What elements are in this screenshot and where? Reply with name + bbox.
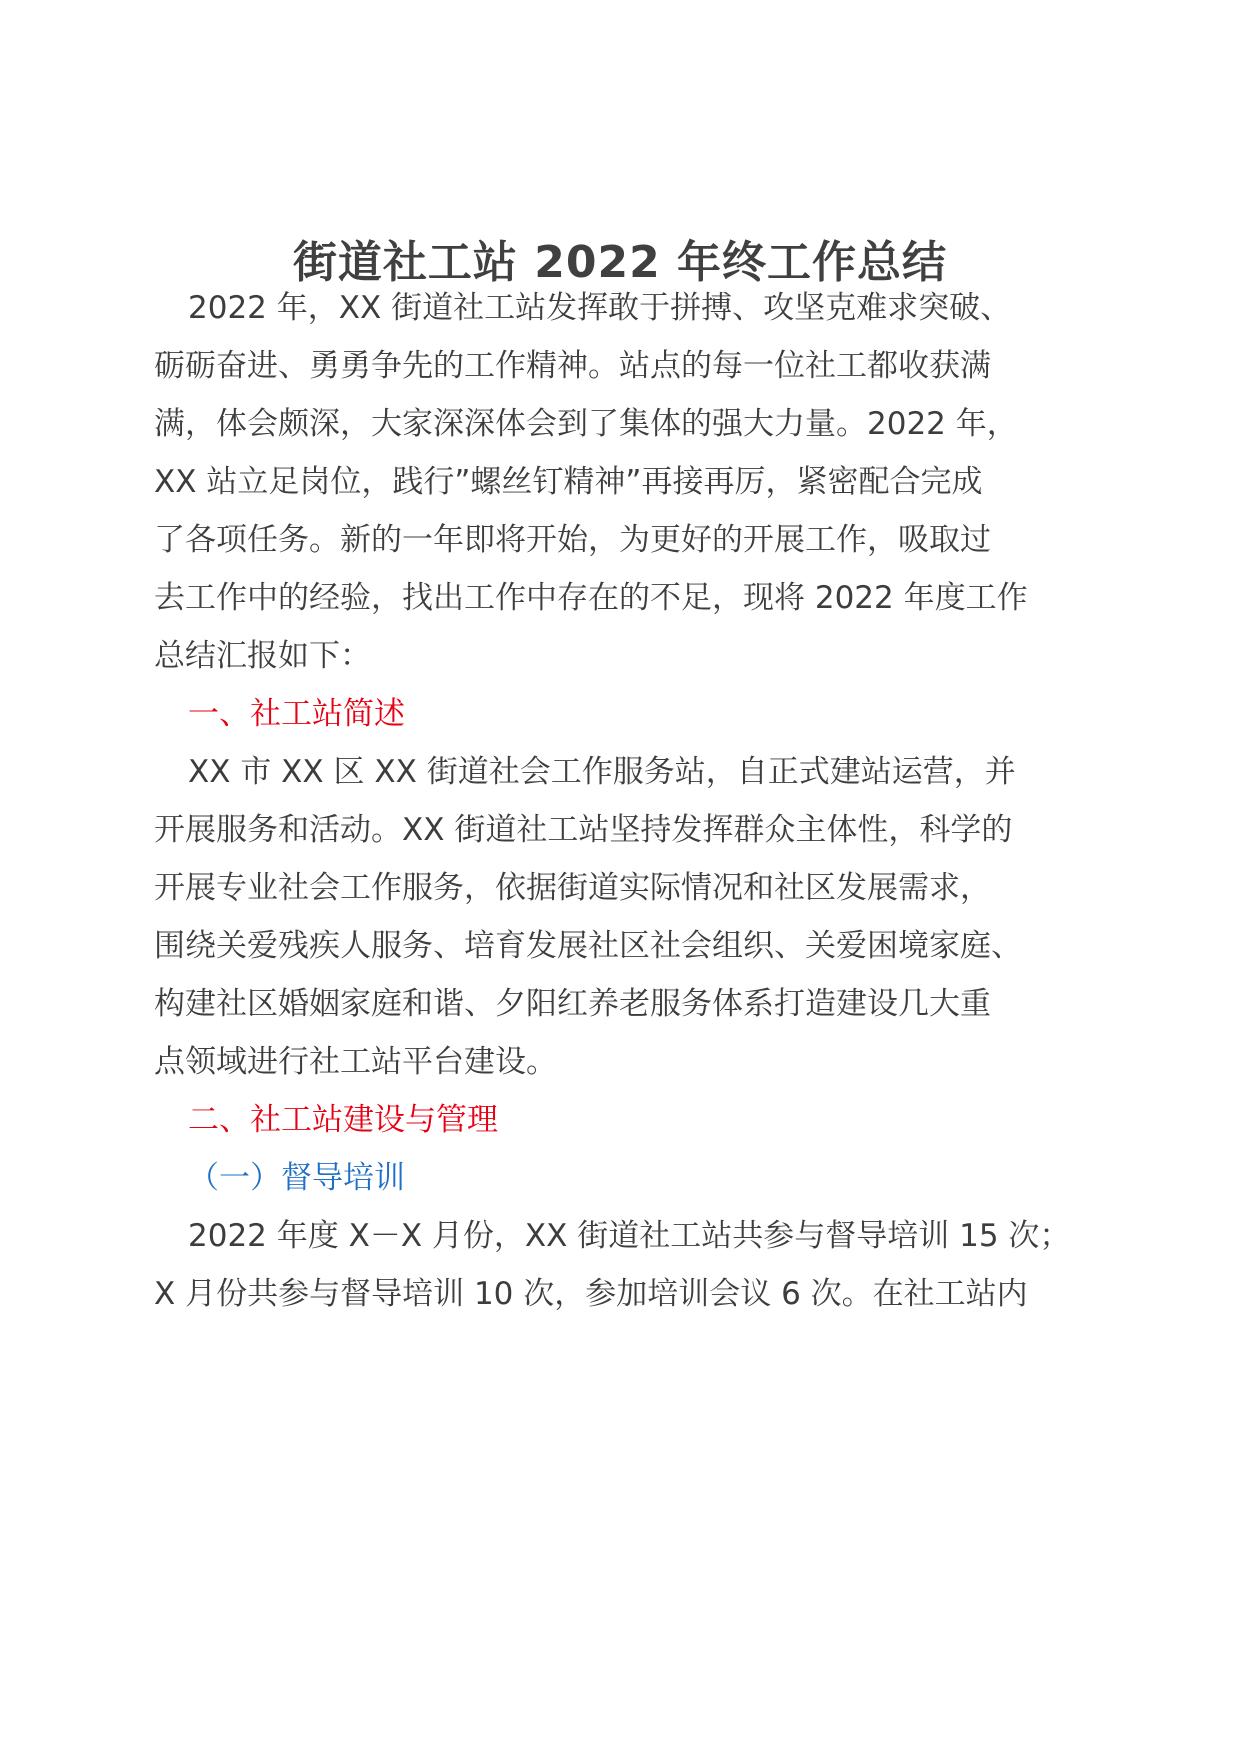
- paragraph-3-line-2: X 月份共参与督导培训 10 次，参加培训会议 6 次。在社工站内: [154, 1276, 1028, 1312]
- paragraph-3-line-1: 2022 年度 X－X 月份，XX 街道社工站共参与督导培训 15 次；: [188, 1218, 1071, 1254]
- paragraph-2-line-3: 开展专业社会工作服务，依据街道实际情况和社区发展需求，: [154, 870, 991, 906]
- subsection-heading-1: （一）督导培训: [188, 1160, 405, 1196]
- paragraph-2-line-2: 开展服务和活动。XX 街道社工站坚持发挥群众主体性，科学的: [154, 812, 1013, 848]
- paragraph-2-line-5: 构建社区婚姻家庭和谐、夕阳红养老服务体系打造建设几大重: [154, 986, 991, 1022]
- paragraph-2-line-1: XX 市 XX 区 XX 街道社会工作服务站，自正式建站运营，并: [188, 754, 1016, 790]
- section-heading-2: 二、社工站建设与管理: [188, 1102, 498, 1138]
- paragraph-1-line-6: 去工作中的经验，找出工作中存在的不足，现将 2022 年度工作: [154, 580, 1028, 616]
- paragraph-2-line-6: 点领域进行社工站平台建设。: [154, 1044, 557, 1080]
- paragraph-1-line-3: 满，体会颇深，大家深深体会到了集体的强大力量。2022 年，: [154, 406, 1018, 442]
- paragraph-1-line-2: 砺砺奋进、勇勇争先的工作精神。站点的每一位社工都收获满: [154, 348, 991, 384]
- paragraph-2-line-4: 围绕关爱残疾人服务、培育发展社区社会组织、关爱困境家庭、: [154, 928, 1022, 964]
- paragraph-1-line-5: 了各项任务。新的一年即将开始，为更好的开展工作，吸取过: [154, 522, 991, 558]
- paragraph-1-line-7: 总结汇报如下：: [154, 638, 371, 674]
- section-heading-1: 一、社工站简述: [188, 696, 405, 732]
- document-title: 街道社工站 2022 年终工作总结: [292, 237, 948, 288]
- paragraph-1-line-4: XX 站立足岗位，践行”螺丝钉精神”再接再厉，紧密配合完成: [154, 464, 983, 500]
- paragraph-1-line-1: 2022 年，XX 街道社工站发挥敢于拼搏、攻坚克难求突破、: [188, 290, 1012, 326]
